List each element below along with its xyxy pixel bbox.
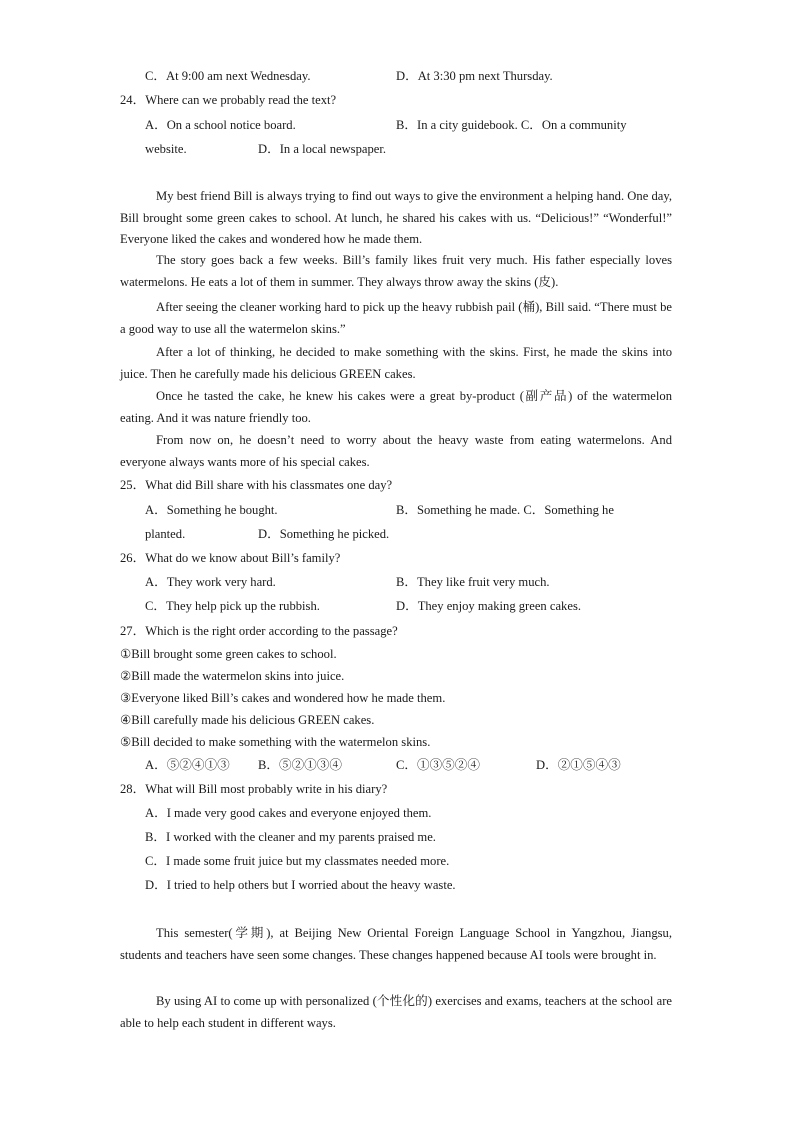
q24-option-b-c: B．In a city guidebook. C．On a community (396, 118, 627, 132)
q28-stem: 28．What will Bill most probably write in his diary? (120, 782, 388, 796)
q27-event-2: ②Bill made the watermelon skins into juice. (120, 669, 345, 683)
q28-option-b: B．I worked with the cleaner and my parents praised me. (145, 830, 436, 844)
q24-option-a: A．On a school notice board. (145, 118, 296, 132)
passage-c-paragraph-2-text: By using AI to come up with personalized (个性化的) exercises and exams, teachers at the school are able to help each student in different ways. (120, 994, 672, 1030)
q24-option-c-continued: website. (145, 142, 187, 156)
q25-option-a: A．Something he bought. (145, 503, 278, 517)
q27-event-5: ⑤Bill decided to make something with the watermelon skins. (120, 735, 431, 749)
q28-option-a: A．I made very good cakes and everyone enjoyed them. (145, 806, 432, 820)
passage-b-paragraph-5 (120, 386, 672, 429)
q24-option-d: D．In a local newspaper. (258, 142, 386, 156)
q27-option-b: B．⑤②①③④ (258, 758, 342, 772)
q25-stem: 25．What did Bill share with his classmates one day? (120, 478, 393, 492)
q25-option-c-continued: planted. (145, 527, 186, 541)
passage-b-paragraph-4 (120, 342, 672, 385)
q23-option-d: D．At 3:30 pm next Thursday. (396, 69, 553, 83)
passage-b-paragraph-6-text: From now on, he doesn’t need to worry about the heavy waste from eating watermelons. And everyone always wants more of his special cakes. (120, 433, 672, 469)
q27-option-c: C．①③⑤②④ (396, 758, 480, 772)
q26-option-b: B．They like fruit very much. (396, 575, 550, 589)
passage-c-paragraph-1 (120, 923, 672, 966)
passage-b-paragraph-5-text: Once he tasted the cake, he knew his cakes were a great by-product (副产品) of the watermelon eating. And it was nature friendly too. (120, 389, 672, 425)
passage-b-paragraph-4-text: After a lot of thinking, he decided to make something with the skins. First, he made the skins into juice. Then he carefully made his delicious GREEN cakes. (120, 345, 672, 381)
passage-b-paragraph-1-text: My best friend Bill is always trying to find out ways to give the environment a helping hand. One day, Bill brought some green cakes to school. At lunch, he shared his cakes with us. “Delicious!” “Wonderful!” Everyone liked the cakes and wondered how he made them. (120, 189, 672, 246)
q27-option-d: D．②①⑤④③ (536, 758, 621, 772)
q23-option-c: C．At 9:00 am next Wednesday. (145, 69, 311, 83)
q27-event-1: ①Bill brought some green cakes to school. (120, 647, 337, 661)
q28-option-d: D．I tried to help others but I worried about the heavy waste. (145, 878, 456, 892)
q26-stem: 26．What do we know about Bill’s family? (120, 551, 341, 565)
passage-c-paragraph-2 (120, 991, 672, 1034)
q27-stem: 27．Which is the right order according to the passage? (120, 624, 398, 638)
passage-c-paragraph-1-text: This semester(学期), at Beijing New Oriental Foreign Language School in Yangzhou, Jiangsu, students and teachers have seen some changes. These changes happened because AI tools were brought in. (120, 926, 672, 962)
passage-b-paragraph-2-text: The story goes back a few weeks. Bill’s family likes fruit very much. His father especially loves watermelons. He eats a lot of them in summer. They always throw away the skins (皮). (120, 253, 672, 289)
q26-option-c: C．They help pick up the rubbish. (145, 599, 320, 613)
passage-b-paragraph-2 (120, 250, 672, 293)
passage-b-paragraph-6 (120, 430, 672, 473)
q25-option-d: D．Something he picked. (258, 527, 390, 541)
q28-option-c: C．I made some fruit juice but my classmates needed more. (145, 854, 450, 868)
q27-event-4: ④Bill carefully made his delicious GREEN cakes. (120, 713, 375, 727)
q24-stem: 24．Where can we probably read the text? (120, 93, 337, 107)
passage-b-paragraph-3-text: After seeing the cleaner working hard to pick up the heavy rubbish pail (桶), Bill said. “There must be a good way to use all the watermelon skins.” (120, 300, 672, 336)
q26-option-a: A．They work very hard. (145, 575, 276, 589)
q27-event-3: ③Everyone liked Bill’s cakes and wondered how he made them. (120, 691, 446, 705)
q25-option-b-c: B．Something he made. C．Something he (396, 503, 614, 517)
passage-b-paragraph-1 (120, 186, 672, 251)
passage-b-paragraph-3 (120, 297, 672, 340)
q27-option-a: A．⑤②④①③ (145, 758, 230, 772)
q26-option-d: D．They enjoy making green cakes. (396, 599, 581, 613)
